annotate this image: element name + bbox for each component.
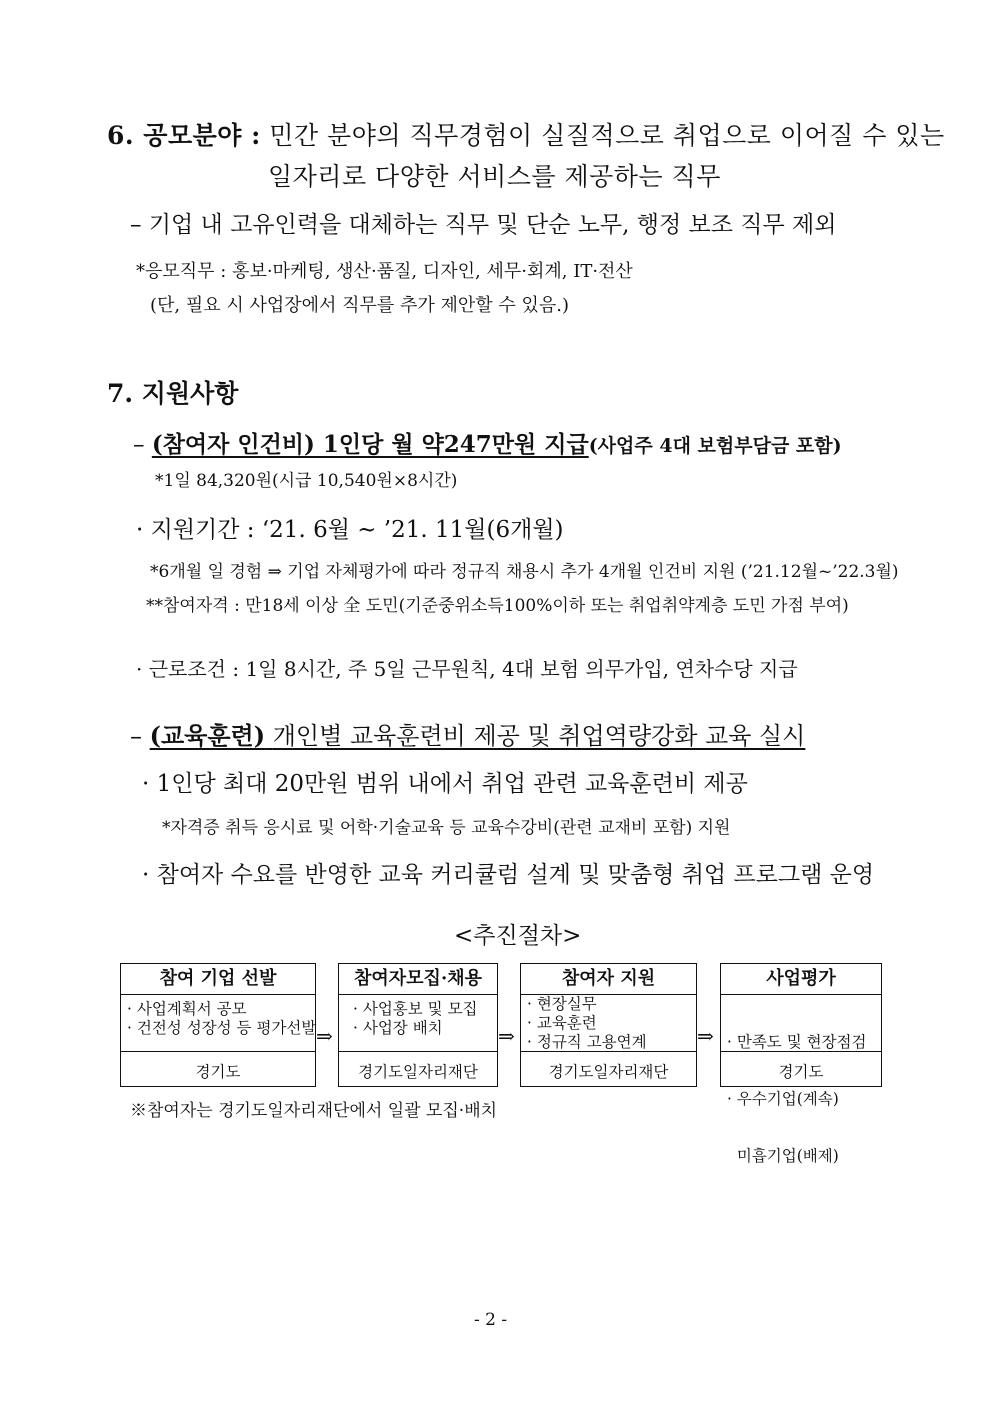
process-step-3-item-3: · 정규직 고용연계 xyxy=(527,1033,647,1051)
process-arrow-1: ⇒ xyxy=(316,1024,333,1048)
section-6-note-jobs: *응모직무 : 홍보·마케팅, 생산·품질, 디자인, 세무·회계, IT·전산 xyxy=(136,261,633,282)
process-step-4-item-1: · 만족도 및 현장점검 xyxy=(727,1033,867,1051)
process-step-2-item-2: · 사업장 배치 xyxy=(353,1019,443,1037)
process-step-1-item-2: · 건전성 성장성 등 평가선발 xyxy=(127,1019,317,1037)
labor-cost-main: (참여자 인건비) 1인당 월 약247만원 지급 xyxy=(151,431,589,458)
page-number: - 2 - xyxy=(474,1310,508,1330)
process-step-1-owner: 경기도 xyxy=(195,1063,241,1081)
labor-dash: – xyxy=(133,432,145,458)
process-title: <추진절차> xyxy=(454,923,582,949)
edu-training-label: (교육훈련) xyxy=(149,721,266,750)
section-6-note-paren: (단, 필요 시 사업장에서 직무를 추가 제안할 수 있음.) xyxy=(150,295,570,316)
process-step-3-body xyxy=(521,994,696,1052)
process-arrow-2: ⇒ xyxy=(498,1024,515,1048)
process-step-4-title: 사업평가 xyxy=(721,964,881,995)
process-note: ※참여자는 경기도일자리재단에서 일괄 모집·배치 xyxy=(130,1101,498,1121)
process-step-3-title: 참여자 지원 xyxy=(521,964,696,995)
support-period-note-2: **참여자격 : 만18세 이상 全 도민(기준중위소득100%이하 또는 취업취약계층 도민 가점 부여) xyxy=(146,596,849,616)
process-step-2-body xyxy=(339,994,497,1052)
edu-training-line xyxy=(130,716,888,751)
process-step-2-owner: 경기도일자리재단 xyxy=(358,1063,478,1081)
process-step-4 xyxy=(720,963,882,1165)
process-step-1-item-1: · 사업계획서 공모 xyxy=(127,1000,247,1018)
section-7-heading: 7. 지원사항 xyxy=(107,379,239,408)
process-step-2 xyxy=(338,963,498,1087)
edu-training-text: 개인별 교육훈련비 제공 및 취업역량강화 교육 실시 xyxy=(272,722,806,750)
process-arrow-3: ⇒ xyxy=(697,1024,714,1048)
edu-dash: – xyxy=(130,722,142,750)
edu-note-1: *자격증 취득 응시료 및 어학·기술교육 등 교육수강비(관련 교재비 포함) 지원 xyxy=(162,818,731,838)
process-step-3-owner: 경기도일자리재단 xyxy=(548,1063,669,1081)
process-step-4-item-3: 미흡기업(배제) xyxy=(727,1147,839,1165)
section-6-heading: 6. 공모분야 : xyxy=(107,121,261,150)
process-step-2-item-1: · 사업홍보 및 모집 xyxy=(353,1000,478,1018)
process-step-3-item-2: · 교육훈련 xyxy=(527,1014,597,1032)
section-6-exclusion: – 기업 내 고유인력을 대체하는 직무 및 단순 노무, 행정 보조 직무 제외 xyxy=(130,212,837,238)
process-step-3 xyxy=(520,963,697,1087)
process-step-4-item-2: · 우수기업(계속) xyxy=(727,1090,839,1108)
process-step-1-title: 참여 기업 선발 xyxy=(121,964,315,995)
labor-cost-note: *1일 84,320원(시급 10,540원×8시간) xyxy=(155,471,458,491)
process-step-1 xyxy=(120,963,316,1087)
edu-item-1: · 1인당 최대 20만원 범위 내에서 취업 관련 교육훈련비 제공 xyxy=(142,771,748,797)
support-period: · 지원기간 : ‘21. 6월 ~ ’21. 11월(6개월) xyxy=(136,517,564,543)
process-step-4-owner: 경기도 xyxy=(778,1063,824,1081)
work-conditions: · 근로조건 : 1일 8시간, 주 5일 근무원칙, 4대 보험 의무가입, 연차수당 지급 xyxy=(136,657,798,681)
labor-cost-line xyxy=(133,426,842,459)
process-step-1-body xyxy=(121,994,315,1052)
edu-item-2: · 참여자 수요를 반영한 교육 커리큘럼 설계 및 맞춤형 취업 프로그램 운영 xyxy=(142,862,875,888)
section-6-text-1: 민간 분야의 직무경험이 실질적으로 취업으로 이어질 수 있는 xyxy=(269,121,945,150)
section-6-line1 xyxy=(107,116,945,152)
section-6-text-2: 일자리로 다양한 서비스를 제공하는 직무 xyxy=(268,162,721,191)
process-step-3-item-1: · 현장실무 xyxy=(527,995,597,1013)
support-period-note-1: *6개월 일 경험 ⇒ 기업 자체평가에 따라 정규직 채용시 추가 4개월 인건비 지원 (’21.12월~’22.3월) xyxy=(150,562,899,582)
process-step-2-title: 참여자모집·채용 xyxy=(339,964,497,995)
labor-cost-paren: (사업주 4대 보험부담금 포함) xyxy=(588,435,842,457)
